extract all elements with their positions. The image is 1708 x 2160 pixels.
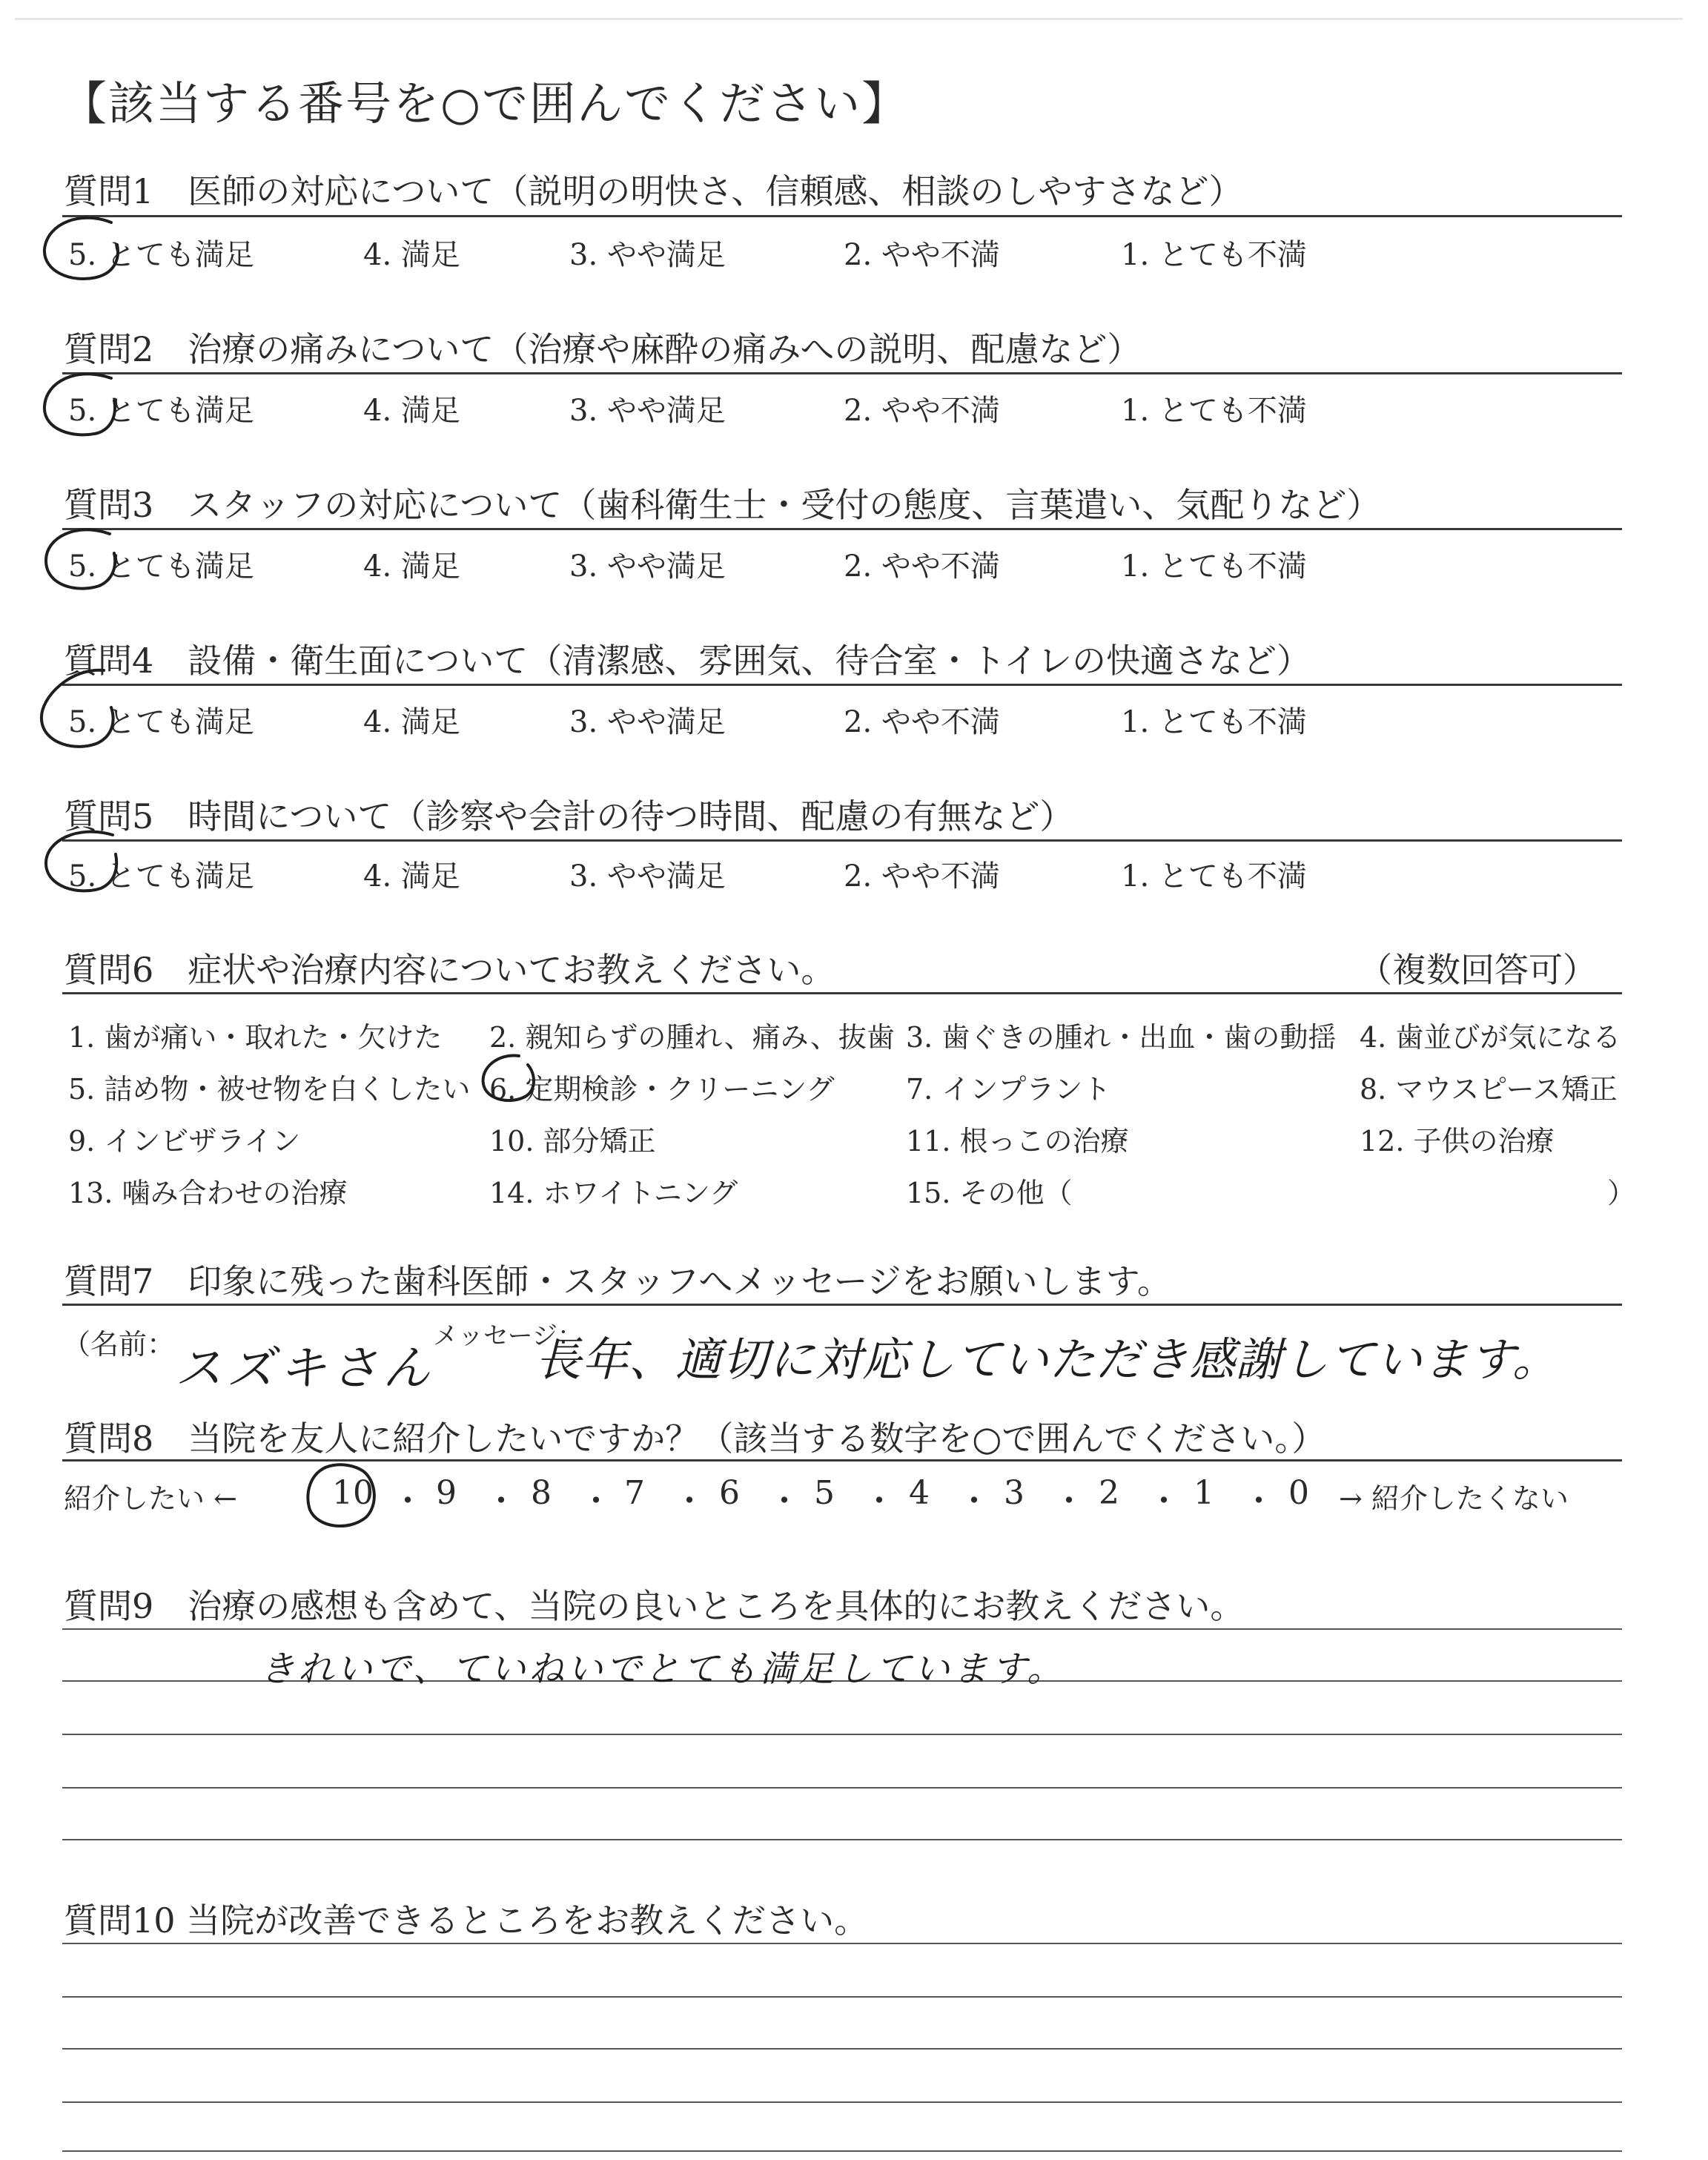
q5-selected-circle	[46, 832, 116, 891]
question-3-title: 質問3 スタッフの対応について（歯科衛生士・受付の態度、言葉遣い、気配りなど）	[64, 485, 1381, 525]
q8-scale-5[interactable]: 5	[814, 1474, 835, 1512]
q8-scale-1[interactable]: 1	[1194, 1474, 1214, 1512]
q9-answer: きれいで、ていねいでとても満足しています。	[259, 1648, 1066, 1690]
q1-option-1[interactable]: 1. とても不満	[1121, 238, 1307, 272]
page-title: 【該当する番号を○で囲んでください】	[61, 76, 910, 131]
q8-left-label: 紹介したい ←	[64, 1482, 237, 1515]
q6-other-close-paren: ）	[1607, 1177, 1636, 1209]
q6-option-11[interactable]: 11. 根っこの治療	[906, 1125, 1129, 1157]
q7-message-label: メッセージ：	[433, 1321, 583, 1351]
q2-option-1[interactable]: 1. とても不満	[1121, 394, 1307, 428]
q8-scale-6[interactable]: 6	[719, 1474, 740, 1512]
q6-option-13[interactable]: 13. 噛み合わせの治療	[68, 1177, 348, 1209]
question-7-title: 質問7 印象に残った歯科医師・スタッフへメッセージをお願いします。	[64, 1261, 1171, 1301]
q3-option-2[interactable]: 2. やや不満	[844, 549, 1000, 584]
q5-option-4[interactable]: 4. 満足	[363, 859, 460, 894]
q8-scale-9[interactable]: 9	[436, 1474, 457, 1512]
q3-selected-circle	[46, 529, 115, 588]
q4-option-3[interactable]: 3. やや満足	[569, 705, 726, 739]
question-6-note: （複数回答可）	[1358, 950, 1597, 990]
q8-scale-dot: ・	[1242, 1482, 1275, 1520]
q6-option-5[interactable]: 5. 詰め物・被せ物を白くしたい	[68, 1073, 471, 1106]
question-10-title: 質問10 当院が改善できるところをお教えください。	[64, 1900, 869, 1941]
q3-option-1[interactable]: 1. とても不満	[1121, 549, 1307, 584]
q8-scale-dot: ・	[391, 1482, 424, 1520]
q4-option-2[interactable]: 2. やや不満	[844, 705, 1000, 739]
q1-option-4[interactable]: 4. 満足	[363, 238, 460, 272]
q6-option-4[interactable]: 4. 歯並びが気になる	[1360, 1021, 1621, 1054]
q6-option-8[interactable]: 8. マウスピース矯正	[1360, 1073, 1618, 1106]
q3-option-5[interactable]: 5. とても満足	[68, 549, 254, 584]
q6-option-1[interactable]: 1. 歯が痛い・取れた・欠けた	[68, 1021, 443, 1054]
q1-option-2[interactable]: 2. やや不満	[844, 238, 1000, 272]
q8-scale-8[interactable]: 8	[531, 1474, 552, 1512]
question-4-title: 質問4 設備・衛生面について（清潔感、雰囲気、待合室・トイレの快適さなど）	[64, 641, 1311, 681]
q4-option-5[interactable]: 5. とても満足	[68, 705, 254, 739]
q4-option-1[interactable]: 1. とても不満	[1121, 705, 1307, 739]
q6-option-7[interactable]: 7. インプラント	[906, 1073, 1111, 1106]
q6-option-3[interactable]: 3. 歯ぐきの腫れ・出血・歯の動揺	[906, 1021, 1337, 1054]
q6-option-9[interactable]: 9. インビザライン	[68, 1125, 301, 1157]
q8-scale-dot: ・	[1148, 1482, 1180, 1520]
q8-scale-dot: ・	[863, 1482, 896, 1520]
q6-option-12[interactable]: 12. 子供の治療	[1360, 1125, 1555, 1157]
q8-scale-0[interactable]: 0	[1288, 1474, 1309, 1512]
q3-option-3[interactable]: 3. やや満足	[569, 549, 726, 584]
q8-right-label: → 紹介したくない	[1339, 1482, 1569, 1515]
q8-selected-circle	[308, 1464, 374, 1526]
q4-selected-circle	[42, 670, 113, 747]
q6-selected-circle	[483, 1055, 534, 1100]
question-2-title: 質問2 治療の痛みについて（治療や麻酔の痛みへの説明、配慮など）	[64, 329, 1142, 369]
q3-option-4[interactable]: 4. 満足	[363, 549, 460, 584]
q2-option-5[interactable]: 5. とても満足	[68, 394, 254, 428]
q5-option-3[interactable]: 3. やや満足	[569, 859, 726, 894]
question-6-title: 質問6 症状や治療内容についてお教えください。	[64, 950, 835, 990]
question-8-title: 質問8 当院を友人に紹介したいですか？（該当する数字を○で囲んでください。）	[64, 1418, 1326, 1459]
question-9-title: 質問9 治療の感想も含めて、当院の良いところを具体的にお教えください。	[64, 1586, 1245, 1626]
q5-option-1[interactable]: 1. とても不満	[1121, 859, 1307, 894]
q8-scale-2[interactable]: 2	[1099, 1474, 1119, 1512]
question-5-title: 質問5 時間について（診察や会計の待つ時間、配慮の有無など）	[64, 796, 1074, 836]
q5-option-2[interactable]: 2. やや不満	[844, 859, 1000, 894]
q6-option-10[interactable]: 10. 部分矯正	[489, 1125, 656, 1157]
q8-scale-dot: ・	[673, 1482, 706, 1520]
q2-option-4[interactable]: 4. 満足	[363, 394, 460, 428]
q1-selected-circle	[44, 218, 118, 279]
q7-name-label: （名前：	[62, 1328, 176, 1361]
q7-message-answer: 長年、適切に対応していただき感謝しています。	[535, 1332, 1560, 1387]
q2-option-2[interactable]: 2. やや不満	[844, 394, 1000, 428]
q1-option-5[interactable]: 5. とても満足	[68, 238, 254, 272]
q8-scale-dot: ・	[485, 1482, 517, 1520]
q8-scale-4[interactable]: 4	[909, 1474, 930, 1512]
q6-option-2[interactable]: 2. 親知らずの腫れ、痛み、抜歯	[489, 1021, 895, 1054]
q6-option-6[interactable]: 6. 定期検診・クリーニング	[489, 1073, 835, 1106]
q8-scale-dot: ・	[1053, 1482, 1085, 1520]
q8-scale-7[interactable]: 7	[624, 1474, 645, 1512]
q2-selected-circle	[44, 374, 115, 435]
q1-option-3[interactable]: 3. やや満足	[569, 238, 726, 272]
q5-option-5[interactable]: 5. とても満足	[68, 859, 254, 894]
q6-option-15[interactable]: 15. その他（	[906, 1177, 1073, 1209]
q4-option-4[interactable]: 4. 満足	[363, 705, 460, 739]
q8-scale-3[interactable]: 3	[1004, 1474, 1025, 1512]
q2-option-3[interactable]: 3. やや満足	[569, 394, 726, 428]
q7-name-answer: スズキさん	[175, 1341, 434, 1396]
q8-scale-dot: ・	[768, 1482, 801, 1520]
question-1-title: 質問1 医師の対応について（説明の明快さ、信頼感、相談のしやすさなど）	[64, 171, 1243, 211]
q8-scale-dot: ・	[958, 1482, 990, 1520]
q6-option-14[interactable]: 14. ホワイトニング	[489, 1177, 738, 1209]
q8-scale-10[interactable]: 10	[332, 1474, 374, 1512]
q8-scale-dot: ・	[580, 1482, 612, 1520]
